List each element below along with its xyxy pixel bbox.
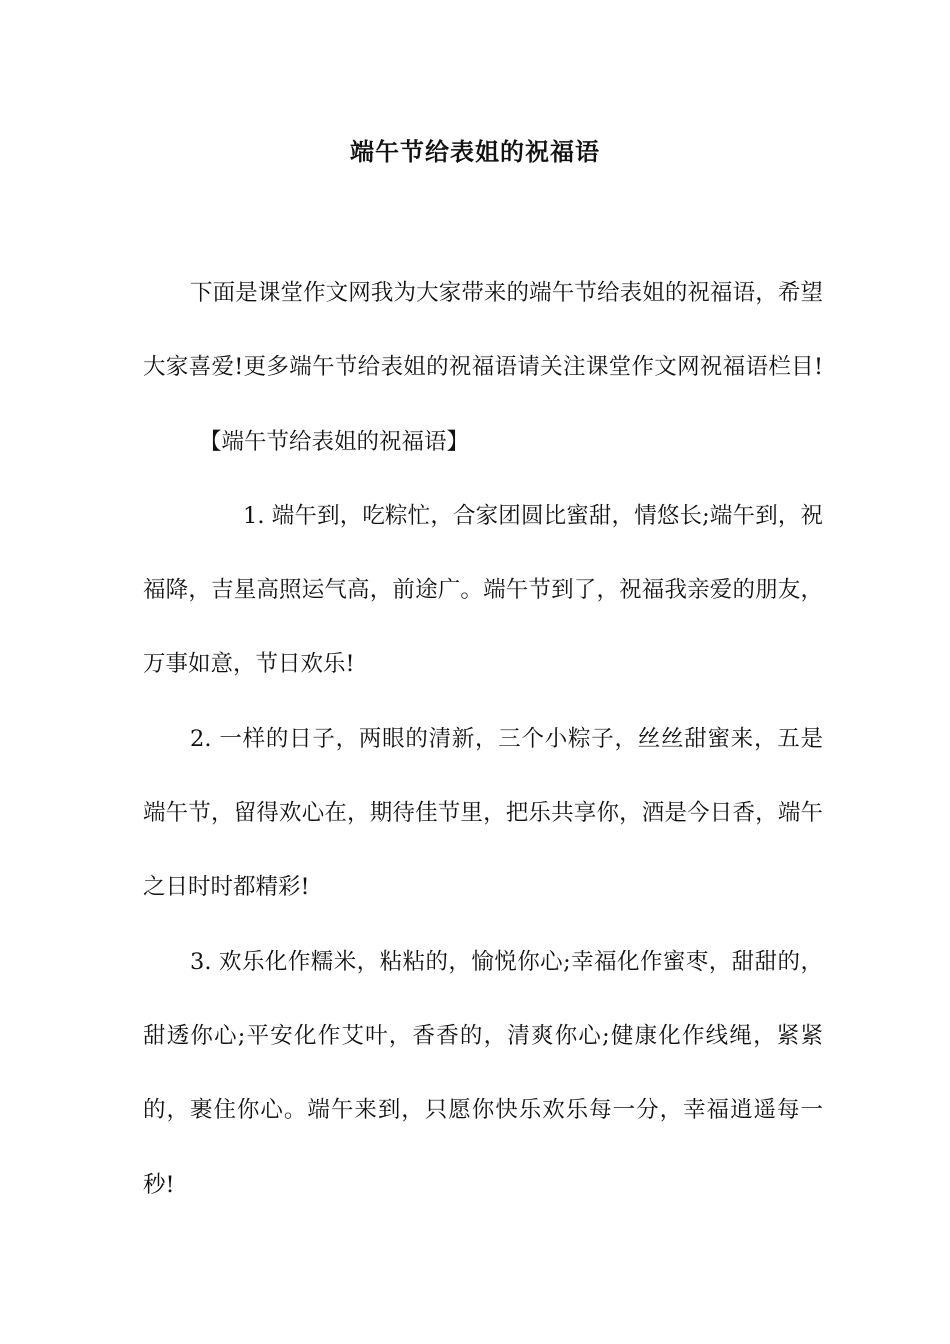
document-body	[143, 256, 823, 1222]
list-item: 1. 端午到，吃粽忙，合家团圆比蜜甜，情悠长;端午到，祝福降，吉星高照运气高，前途广。端午节到了，祝福我亲爱的朋友，万事如意，节日欢乐!	[143, 502, 823, 678]
intro-text: 下面是课堂作文网我为大家带来的端午节给表姐的祝福语，希望大家喜爱!更多端午节给表姐的祝福语请关注课堂作文网祝福语栏目!	[143, 280, 823, 381]
intro-heading: 【端午节给表姐的祝福语】	[199, 428, 470, 455]
document-title: 端午节给表姐的祝福语	[350, 137, 600, 166]
intro-paragraph	[143, 256, 823, 479]
list-item: 3. 欢乐化作糯米，粘粘的，愉悦你心;幸福化作蜜枣，甜甜的，甜透你心;平安化作艾叶，香香的，清爽你心;健康化作线绳，紧紧的，裹住你心。端午来到，只愿你快乐欢乐每一分，幸福逍遥每一秒!	[143, 948, 823, 1198]
list-item: 2. 一样的日子，两眼的清新，三个小粽子，丝丝甜蜜来，五是端午节，留得欢心在，期待佳节里，把乐共享你，酒是今日香，端午之日时时都精彩!	[143, 725, 823, 901]
